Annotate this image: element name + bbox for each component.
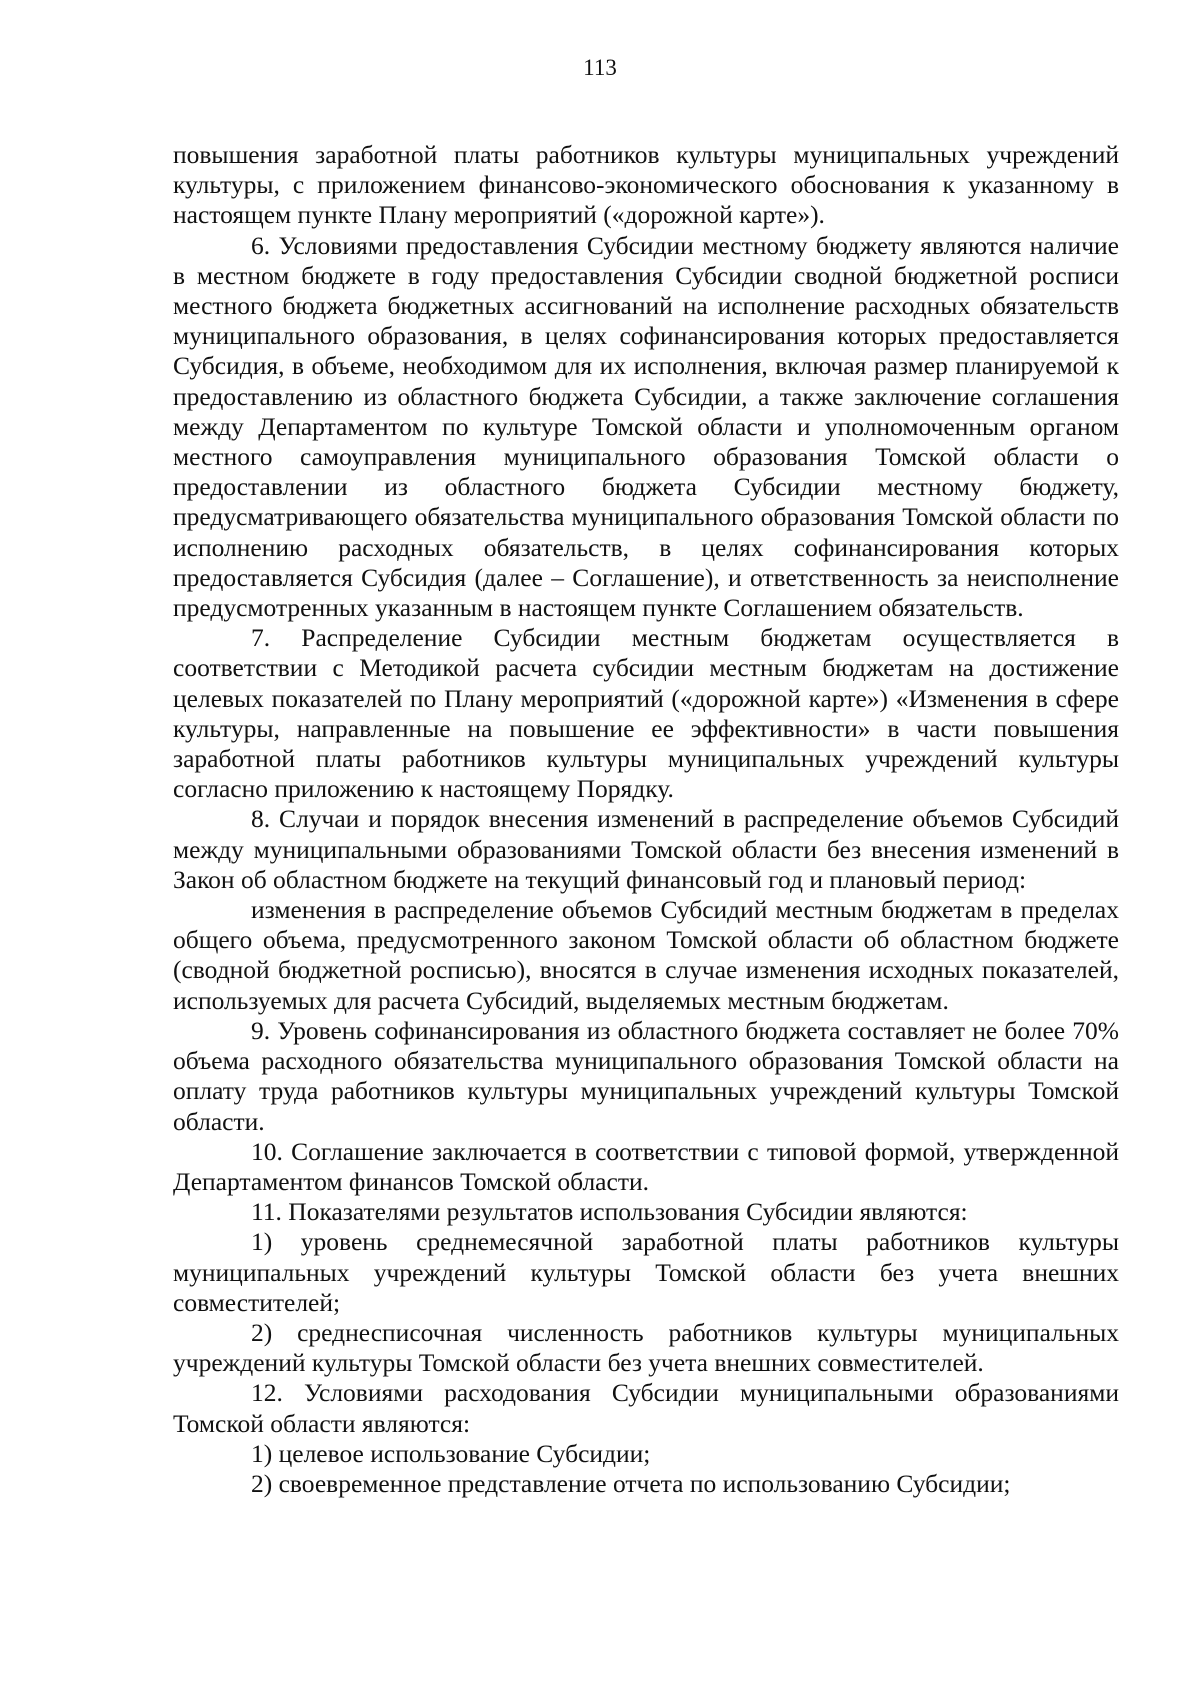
paragraph-11-item-2: 2) среднесписочная численность работников культуры муниципальных учреждений культуры Томской области без учета внешних совместителей.	[173, 1317, 1119, 1378]
paragraph-10: 10. Соглашение заключается в соответствии с типовой формой, утвержденной Департаментом финансов Томской области.	[173, 1136, 1119, 1196]
paragraph-continuation: повышения заработной платы работников культуры муниципальных учреждений культуры, с приложением финансово-экономического обоснования к указанному в настоящем пункте Плану мероприятий («дорожной карте»).	[173, 140, 1119, 230]
paragraph-11-item-1: 1) уровень среднемесячной заработной платы работников культуры муниципальных учреждений культуры Томской области без учета внешних совместителей;	[173, 1227, 1119, 1317]
paragraph-8: 8. Случаи и порядок внесения изменений в распределение объемов Субсидий между муниципальными образованиями Томской области без внесения изменений в Закон об областном бюджете на текущий финансовый год и плановый период:	[173, 804, 1119, 894]
paragraph-6: 6. Условиями предоставления Субсидии местному бюджету являются наличие в местном бюджете в году предоставления Субсидии сводной бюджетной росписи местного бюджета бюджетных ассигнований на исполнение расходных обязательств муниципального образования, в целях софинансирования которых предоставляется Субсидия, в объеме, необходимом для их исполнения, включая размер планируемой к предоставлению из областного бюджета Субсидии, а также заключение соглашения между Департаментом по культуре Томской области и уполномоченным органом местного самоуправления муниципального образования Томской области о предоставлении из областного бюджета Субсидии местному бюджету, предусматривающего обязательства муниципального образования Томской области по исполнению расходных обязательств, в целях софинансирования которых предоставляется Субсидия (далее – Соглашение), и ответственность за неисполнение предусмотренных указанным в настоящем пункте Соглашением обязательств.	[173, 230, 1119, 623]
page-number: 113	[583, 55, 617, 80]
paragraph-12-item-2: 2) своевременное представление отчета по использованию Субсидии;	[251, 1468, 1011, 1498]
paragraph-11: 11. Показателями результатов использования Субсидии являются:	[251, 1197, 968, 1227]
paragraph-12-item-1: 1) целевое использование Субсидии;	[251, 1438, 651, 1468]
paragraph-12: 12. Условиями расходования Субсидии муниципальными образованиями Томской области являются:	[173, 1378, 1119, 1438]
paragraph-9: 9. Уровень софинансирования из областного бюджета составляет не более 70% объема расходного обязательства муниципального образования Томской области на оплату труда работников культуры муниципальных учреждений культуры Томской области.	[173, 1015, 1119, 1136]
paragraph-8-changes: изменения в распределение объемов Субсидий местным бюджетам в пределах общего объема, предусмотренного законом Томской области об областном бюджете (сводной бюджетной росписью), вносятся в случае изменения исходных показателей, используемых для расчета Субсидий, выделяемых местным бюджетам.	[173, 895, 1119, 1015]
document-body	[173, 140, 1119, 1499]
paragraph-7: 7. Распределение Субсидии местным бюджетам осуществляется в соответствии с Методикой расчета субсидии местным бюджетам на достижение целевых показателей по Плану мероприятий («дорожной карте») «Изменения в сфере культуры, направленные на повышение ее эффективности» в части повышения заработной платы работников культуры муниципальных учреждений культуры согласно приложению к настоящему Порядку.	[173, 623, 1119, 804]
